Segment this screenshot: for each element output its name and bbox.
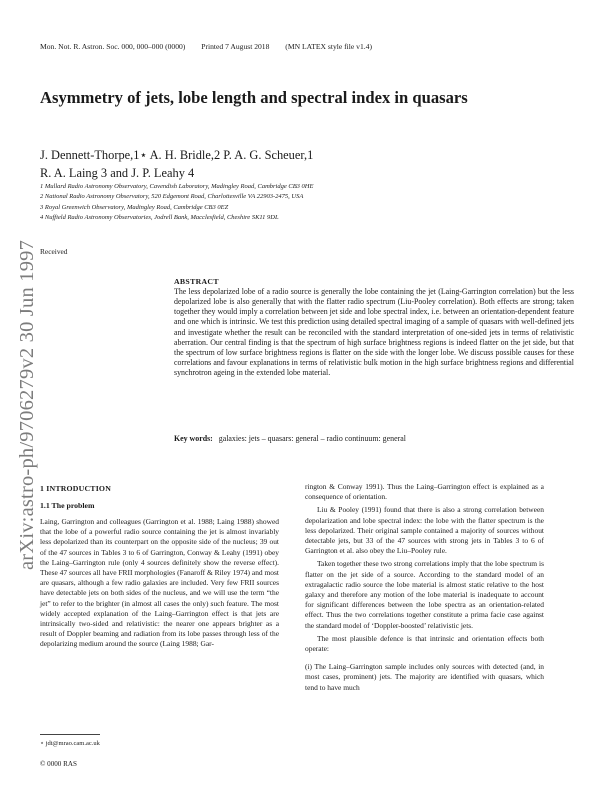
abstract-heading: ABSTRACT <box>174 277 219 286</box>
paper-title: Asymmetry of jets, lobe length and spectral index in quasars <box>40 88 468 107</box>
arxiv-identifier: arXiv:astro-ph/9706279v2 30 Jun 1997 <box>16 239 38 570</box>
keywords-text: galaxies: jets – quasars: general – radio continuum: general <box>218 434 406 443</box>
affiliations <box>40 182 560 223</box>
footnote-email: ⋆ jdt@mrao.cam.ac.uk <box>40 740 100 747</box>
subsection-heading: 1.1 The problem <box>40 501 95 510</box>
authors-line-1: J. Dennett-Thorpe,1⋆ A. H. Bridle,2 P. A. G. Scheuer,1 <box>40 148 314 162</box>
affiliation-4: 4 Nuffield Radio Astronomy Observatories, Jodrell Bank, Macclesfield, Cheshire SK11 9DL <box>40 213 279 221</box>
received-line: Received <box>40 247 68 256</box>
printed-date: Printed 7 August 2018 <box>201 42 270 51</box>
left-column <box>40 517 279 650</box>
section-heading: 1 INTRODUCTION <box>40 484 112 493</box>
abstract-text: The less depolarized lobe of a radio source is generally the lobe containing the jet (Laing-Garrington correlation) but the less depolarized lobe is also generally that with the flatter radio spectrum (Liu-Pooley correlation). Both effects are strong; taken together they would imply a correlation between jet side and lobe spectral index, i.e. between an orientation-dependent feature and one which is intrinsic. We test this prediction using detailed spectral imaging of a sample of quasars with well-defined jets and investigate whether the result can be reconciled with the standard interpretation of one-sided jets in terms of relativistic aberration. Our central finding is that the spectrum of high surface brightness regions is indeed flatter on the jet side, but that the spectrum of low surface brightness regions is flatter on the side with the longer lobe. We discuss possible causes for these correlations and favour explanations in terms of relativistic bulk motion in the high surface brightness regions and differential synchrotron ageing in the extended lobe material. <box>174 287 574 378</box>
keywords-label: Key words: <box>174 434 213 443</box>
affiliation-2: 2 National Radio Astronomy Observatory, 520 Edgemont Road, Charlottesville VA 22903-2475, USA <box>40 193 304 201</box>
footnote-rule <box>40 734 100 735</box>
copyright-notice: © 0000 RAS <box>40 760 77 768</box>
running-head <box>40 42 386 51</box>
style-file: (MN LATEX style file v1.4) <box>285 42 372 51</box>
intro-paragraph-4: Taken together these two strong correlations imply that the lobe spectrum is flatter on the jet side of a source. According to the standard model of an extragalactic radio source the lobe material is almost static relative to the host galaxy and therefore any motion of the lobe material is inadequate to account for significant differences between the lobe spectra as an orientation-related effect. Thus the two correlations together constitute a prima facie case against the standard model of ‘Doppler-boosted’ relativistic jets. <box>305 559 544 630</box>
intro-paragraph-3: Liu & Pooley (1991) found that there is also a strong correlation between depolarization and lobe spectral index: the lobe with the flatter spectrum is the less depolarized. Their original sample contained a majority of sources without detectable jets, but 33 of the 47 sources with strong jets in Tables 3 to 6 of Garrington et al. also obey the Liu–Pooley rule. <box>305 505 544 556</box>
journal-citation: Mon. Not. R. Astron. Soc. 000, 000–000 (0000) <box>40 42 186 51</box>
authors-line-2: R. A. Laing 3 and J. P. Leahy 4 <box>40 166 195 180</box>
affiliation-3: 3 Royal Greenwich Observatory, Madingley Road, Cambridge CB3 0EZ <box>40 203 229 211</box>
keywords <box>174 434 574 443</box>
right-column <box>305 482 544 693</box>
intro-paragraph-2: rington & Conway 1991). Thus the Laing–Garrington effect is explained as a consequence of orientation. <box>305 482 544 502</box>
list-item-i: (i) The Laing–Garrington sample includes only sources with detected (and, in most cases, prominent) jets. The majority are identified with quasars, which tend to have much <box>305 662 544 692</box>
affiliation-1: 1 Mullard Radio Astronomy Observatory, Cavendish Laboratory, Madingley Road, Cambridge CB3 0HE <box>40 183 314 190</box>
intro-paragraph-5: The most plausible defence is that intrinsic and orientation effects both operate: <box>305 633 544 654</box>
intro-paragraph-1: Laing, Garrington and colleagues (Garrington et al. 1988; Laing 1988) showed that the lobe of a powerful radio source containing the jet is almost invariably less depolarized than its counterpart on the opposite side of the nucleus; 39 out of the 47 sources in Tables 3 to 6 of Garrington, Conway & Leahy (1991) obey the Laing–Garrington rule (only 4 sources definitely show the reverse effect). These 47 sources all have FRII morphologies (Fanaroff & Riley 1974) and most are quasars, although a few radio galaxies are included. Very few FRII sources have detectable jets on both sides of the nucleus, and we will use the term “the jet” to refer to the brighter (in almost all cases the only) such feature. The most widely accepted explanation of the Laing–Garrington effect is that jets are intrinsically two-sided and relativistic: the nearer one appears brighter as a result of Doppler beaming and radiation from its lobe passes through less of the depolarizing medium around the source (Laing 1988; Gar- <box>40 517 279 649</box>
author-list <box>40 146 500 182</box>
